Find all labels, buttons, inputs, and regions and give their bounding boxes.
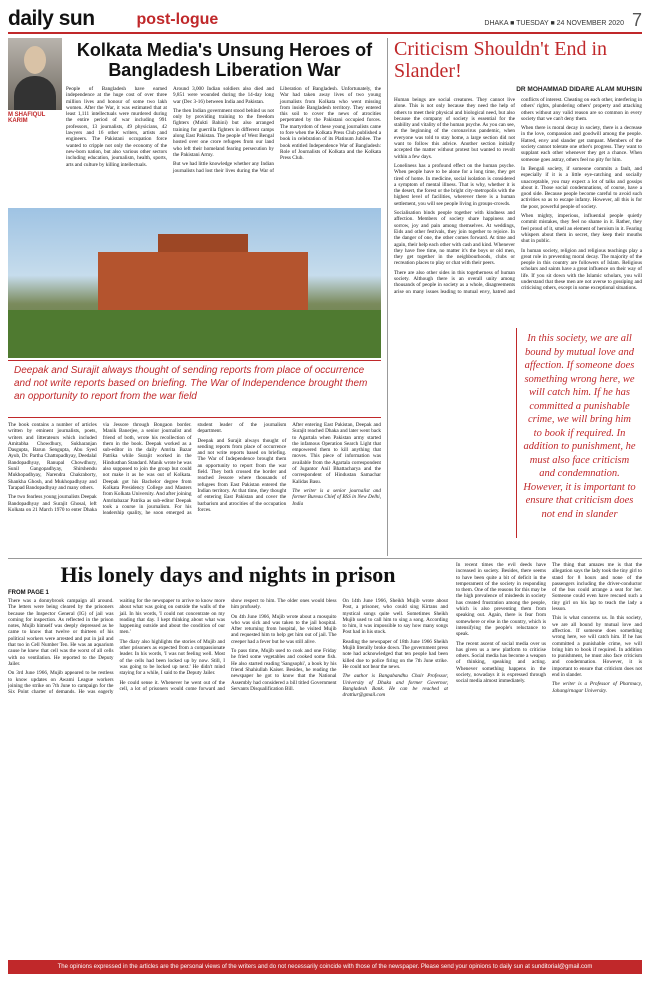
paragraph: The then Indian government stood behind us not only by providing training to the freedom fighters (Mukti Bahini) but also arranged training for guerrilla fighters in different camps along East Pakistan. The people of West Bengal hosted over one crore refugees from our land who left their homeland fearing persecution by the Pakistani Army. — [173, 107, 274, 158]
paragraph: The book contains a number of articles written by eminent journalists, poets, writers and litterateurs which included Amitabha Chowdhury, Sukharanjan Dasgupta, Barun Sengupta, Abu Syed Ayub, Dr. Partha Chattopadhyay, Deedalal Bandopadhyay, Ranupal Chowdhury, Sunil Gangopadhyay, Shirshendu Mukhopadhyay, Narendra Chakraborty, Shankha Ghosh, and Mukhopadhyay and Tarapad Bandopadhyay and many others. — [8, 422, 97, 491]
paragraph: Loneliness has a profound effect on the human psyche. When people have to be alone for a long time, they get tired of home. In medicine, social isolation is considered a symptom of mental illness. That is why, whether it is the desert, the forest or the bright city-metropolis with the highest level of facilities, wherever there is a human settlement, you will see people living in groups-crowds. — [394, 162, 515, 207]
author-face — [24, 46, 46, 74]
dateline: DHAKA ■ TUESDAY ■ 24 NOVEMBER 2020 — [484, 20, 624, 27]
article-prison — [8, 562, 642, 954]
article-headline: Criticism Shouldn't End in Slander! — [394, 38, 608, 82]
paragraph: The diary also highlights the stories of Mujib and other prisoners as expected from a compassionate leader. In his words, 'I was not feeling well. Most of the cells had been locked up by now. Still, I was going to be locked up next.' He didn't mind staying for a while, I said to the Deputy Jailer. — [119, 638, 225, 677]
article-headline: His lonely days and nights in prison — [60, 562, 396, 587]
paragraph: Socialisation binds people together with kindness and affection. Members of society share happiness and sorrow, joy and pain among themselves. At weddings, Eids and other festivals, they join together to rejoice. In the danger of one, the other comes forward. At time and again, their help each other with cash and kind. Whenever they have free time, no matter it's the boys or old men, they get together in the neighbourhoods, clubs or recreation places to play or chat with their peers. — [394, 210, 515, 267]
paragraph: On 4th June 1966, Mujib wrote about a mosquito who was sick and was taken to the jail hospital. After returning from hospital, he visited Mujib and requested him to help get him out of jail. The creeper had a fever but he was still alive. — [231, 613, 337, 645]
paragraph: In human society, religion and religious teachings play a great role in preventing moral decay. The majority of the people in this country are followers of Islam. Religious scholars and saints have a great influence on their way of life. If you sit down with the Islamic scholars, you will understand that these men are not averse to gossiping and criticising others, except in some exceptional situations. — [521, 247, 642, 292]
photo-caption: Deepak and Surajit always thought of sending reports from place of occurrence and not write reports based on briefing. The War of Independence brought them an opportunity to report from the war field — [8, 360, 381, 418]
paragraph: The recent ascent of social media over us has given us a new platform to criticise others. Social media has become a weapon of thinking, speaking and acting. Whenever something happens in the society, nowadays it is expressed through social media almost immediately. — [456, 640, 546, 685]
paragraph: There are also other sides in this togetherness of human society. Although there is an overall unity among thousands of people in society as a whole, disagreements arise on many issues leading to mutual envy, hatred and conflicts of interest. Cheating on each other, interfering in others' rights, plundering others' property and attacking others without any valid reason are so common in every society that we can't deny them. — [394, 97, 642, 295]
paragraph: On 14th June 1966, Sheikh Mujib wrote about Post, a prisoner, who could sing Kirtans and mystical songs quite well. Sometimes Sheikh Mujib used to call him to sing a song. According to him, it was impossible to say how many songs Post had in his stock. — [342, 598, 448, 636]
pull-quote: In this society, we are all bound by mutual love and affection. If someone does something wrong here, we will catch him. If he has committed a punishable crime, we will bring him to book if required. In addition to punishment, he must also face criticism and condemnation. However, it is important to ensure that criticism does not end in slander — [516, 328, 642, 538]
masthead-rule — [8, 32, 642, 34]
paragraph: Around 3,000 Indian soldiers also died and 9,851 were wounded during the 14-day long war (Dec 3-16) between India and Pakistan. — [173, 86, 274, 105]
paragraph: The thing that amazes me is that the allegation says the lady took the tiny girl to stand for 8 hours and none of the passengers including the driver-conductor of the bus could arrange a seat for her. Someone could even have rescued such a tiny girl on his lap to teach the lady a lesson. — [552, 562, 642, 613]
paragraph: This is what concerns us. In this society, we are all bound by mutual love and affection. If someone does something wrong here, we will catch him. If he has committed a punishable crime, we will bring him to book if required. In addition to punishment, he must also face criticism and condemnation. However, it is important to ensure that criticism does not end in slander. — [552, 615, 642, 679]
paragraph: The two fearless young journalists Deepak Bandopadhyay and Surajit Ghosal, left Kolkata on 21 March 1970 to enter Dhaka via Jessore through Bongaon border. Manik Banerjee, a senior journalist and friend of both, wrote his recollection of them in the book. Deepak worked as a sub-editor in the daily Amrita Bazar Patrika while Surajit worked in the Hindusthan Standard. Manik wrote he was also supposed to join the group but could not make it as he was out of Kolkata. Deepak got his Bachelor degree from Kolkata Presidency College and Masters from Kolkata University. And after joining Amritabazar Patrika as sub-editor Deepak took a course in journalism. For his leadership quality, he soon emerged as student leader of the journalism department. — [8, 422, 287, 517]
paragraph: In recent times the evil deeds have increased in society. Besides, there seems to have been quite a bit of deficit in the temperament of the society in responding to them. One of the reasons for this may be the high prevalence of misdeeds in society has created frustration among the people, which is also preventing them from speaking out. Again, there is fear from somewhere or else in the country, which is intensifying the people's reluctance to speak. — [456, 562, 546, 638]
author-body — [14, 76, 56, 110]
paragraph: There was a donnybrook campaign all around. The letters were being cleared by the prisoners because the Inspector General (IG) of jail was coming for inspection. As reflected in the prison notes, Mujib himself was deeply depressed as he came to know that twelve or thirteen of his political workers were arrested and put in jail and that too in Cell Number Ten. He was an aquarium cause he knew that cell was the worst of all cells with no ventilation. He reported to the Deputy Jailer. — [8, 598, 114, 667]
brand-name: daily sun — [8, 7, 95, 30]
photo-lawn — [8, 310, 381, 358]
criticism-continued — [456, 562, 642, 948]
article-criticism — [394, 38, 642, 556]
section-divider — [8, 558, 642, 559]
paragraph: Deepak and Surajit always thought of sending reports from place of occurrence and not write reports based on briefing. The War of Independence brought them an opportunity to report from the war field. They both crossed the border and reached Jessore where thousands of refugees from East Pakistan entered the Indian territory. At that time, they thought of entering East Pakistan and cover the barbarism and atrocities of the occupation forces. — [197, 437, 287, 513]
article-body-bottom — [8, 422, 381, 552]
paragraph: After entering East Pakistan, Deepak and Surajit reached Dhaka and later went back to Agartala when Pakistan army started the infamous Operation Search Light that empowered them to kill anything that moves. This piece of information was available from the Agartala correspondent of Jugantor Anil Bhattacharya and the correspondent of Hindustan Samachar Kalidas Basu. — [292, 422, 381, 485]
column-divider — [387, 38, 388, 556]
article-header — [8, 38, 381, 86]
section-name: post-logue — [136, 11, 219, 28]
paragraph: To pass time, Mujib used to cook and one Friday he fried some vegetables and cooked some fish. He also started reading 'Sangsophi', a book by his friend Shahiullah Kaiser. Besides, he reading the newspaper he got to know that the National Assembly had considered a bill titled Government Servants Disqualification Bill. — [231, 648, 337, 692]
paragraph: Reading the newspaper of 18th June 1966 Sheikh Mujib literally broke down. The government press note had acknowledged that ten people had been killed due to police firing on the 7th June strike. He could not bear the news. — [342, 638, 448, 670]
paragraph: He could sense it. Whenever he went out of the cell, a lot of prisoners would come forward and show respect to him. The older ones would bless him profusely. — [119, 598, 337, 692]
building-photo — [8, 208, 381, 358]
photo-building-top — [158, 234, 248, 254]
paragraph: When mighty, imperious, influential people quietly commit mistakes, they feel no shame in it. Rather, they feel proud of it, smell an element of heroism in it. Fearing whispers about them in secret, they keep their mouths shut in public. — [521, 213, 642, 245]
byline: DR MOHAMMAD DIDARE ALAM MUHSIN — [516, 86, 642, 93]
author-name: M SHAFIQUL KARIM — [8, 112, 46, 124]
continued-from: FROM PAGE 1 — [8, 590, 49, 596]
paragraph: Human beings are social creatures. They cannot live alone. This is not only because they need the help of others to meet their physical and biological need, but also because the company of society is essential for the stability and vitality of the human psyche. As you can see, at the beginning of the coronavirus pandemic, when everyone was told to stay home, a large section did not want to follow this advice. Another section initially accepted the matter without protest but wanted to revolt within a few days. — [394, 97, 515, 160]
footer-disclaimer: The opinions expressed in the articles are the personal views of the writers and do not necessarily coincide with those of the newspaper. Please send your opinions to daily sun at sunditorial@gmail.com — [8, 960, 642, 974]
author-footnote: The writer is a senior journalist and former Bureau Chief of BSS in New Delhi, India — [292, 487, 381, 507]
article-body — [8, 598, 448, 948]
page-number: 7 — [631, 10, 642, 30]
masthead — [8, 6, 642, 30]
article-headline: Kolkata Media's Unsung Heroes of Bangladesh Liberation War — [76, 40, 373, 80]
paragraph: But we had little knowledge whether any Indian journalists had lost their lives during the War of Liberation of Bangladesh. Unfortunately, the War had taken away lives of two young journalists from Kolkata who went missing from inside Bangladesh territory. They entered this soil to cover the news of atrocities perpetrated by the Pakistani occupied forces. The martyrdom of these young journalists came to fore when the Kolkata Press Club published a book in celebration of its Platinum Jubilee. The book entitled Independence War of Bangladesh: Role of Journalists of Kolkata and the Kolkata Press Club. — [173, 86, 381, 174]
paragraph: In Bengali society, if someone commits a fault, and especially if it is a little eye-catching and socially unacceptable, you may expect a lot of talks and gossips about it. Those social condemnations, of course, have a good side. Because people become careful to avoid such activities so as to escape infamy. However, all this is for the poor, powerful people of society. — [521, 165, 642, 210]
paragraph: When there is moral decay in society, there is a decrease in the love, compassion and goodwill among the people. Hatred, envy and slander get rampant. Members of the society cannot tolerate one other's progress. They want to supplant each other whenever they get a chance. When someone goes astray, others feel no pity for him. — [521, 125, 642, 163]
article-kolkata-media — [8, 38, 381, 556]
photo-building — [98, 252, 308, 310]
paragraph: On 3rd June 1966, Mujib appeared to be restless to know updates on Awami League workers joining the strike on 7th June to campaign for the Six Point charter of demands. He was eagerly waiting for the newspaper to arrive to know more about what was going on outside the walls of the jail. In his words, 'I could not concentrate on my reading that day. I kept thinking about what was happening outside and about the condition of our men.' — [8, 598, 225, 696]
author-footnote: The writer is a Professor of Pharmacy, Jahangirnagar University. — [552, 681, 642, 694]
author-photo — [8, 38, 62, 110]
author-note: The author is Bangabandhu Chair Professor, University of Dhaka and former Governor, Bangladesh Bank. He can be reached at drattiur@gmail.com — [342, 673, 448, 699]
paragraph: People of Bangladesh have earned independence at the huge cost of over three million lives and honour of some two lakh women. After the War, it was estimated that at least 1,111 intellectuals were murdered during the entire period of war including 991 professors, 13 journalists, 49 physicians, 42 lawyers and 16 other writers, artists and engineers. The Pakistani occupation force wanted to cripple not only the economy of the new-born nation, but also various other sectors including education, journalism, health, sports, arts and culture by killing intellectuals. — [66, 86, 167, 168]
